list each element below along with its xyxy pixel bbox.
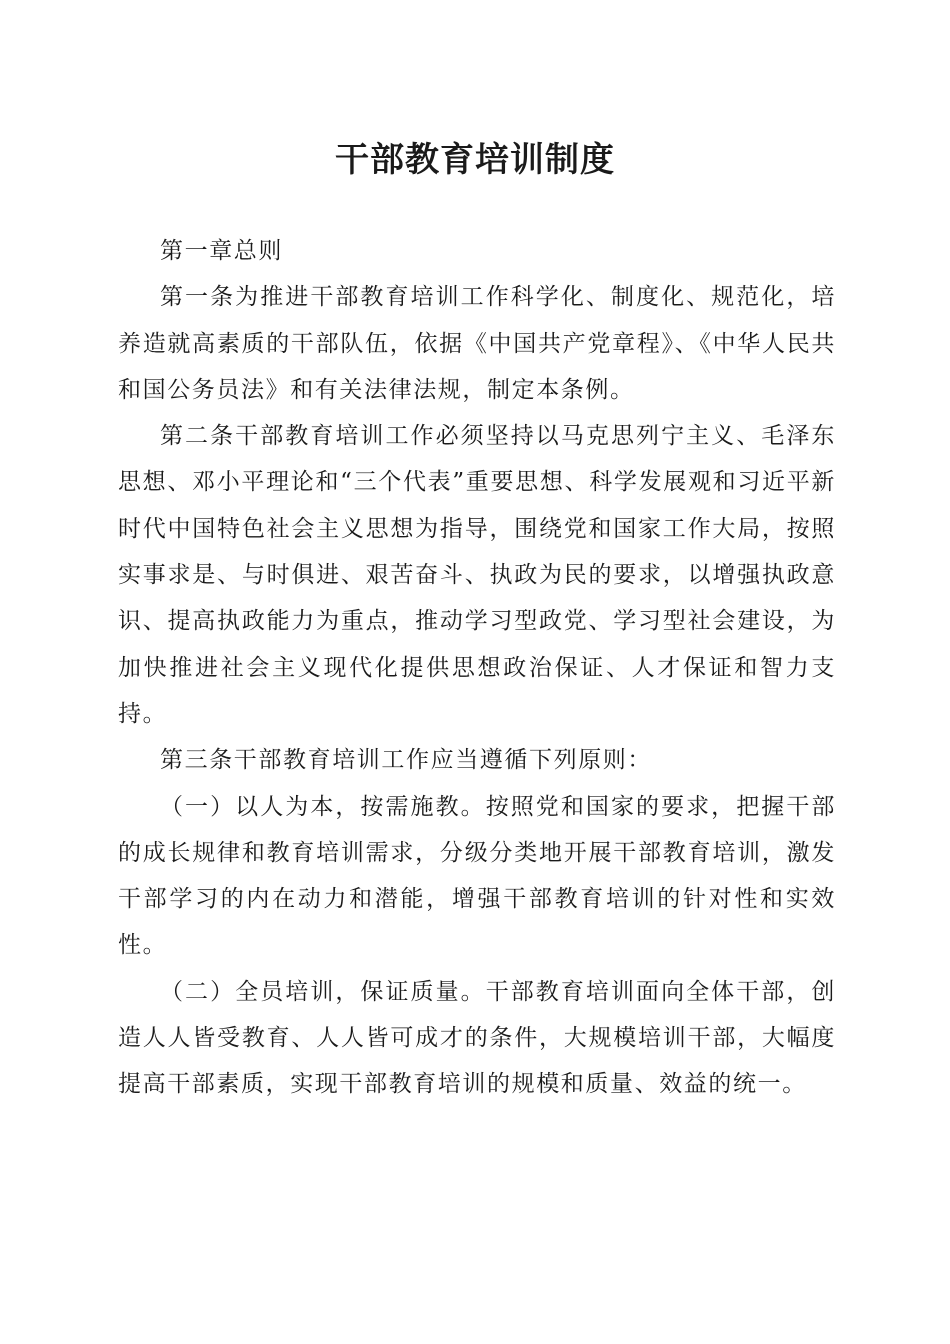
chapter-heading: 第一章总则	[160, 238, 283, 264]
principle-2: （二）全员培训，保证质量。干部教育培训面向全体干部，创造人人皆受教育、人人皆可成才的条件，大规模培训干部，大幅度提高干部素质，实现干部教育培训的规模和质量、效益的统一。	[118, 978, 836, 1098]
document-title: 干部教育培训制度	[335, 140, 615, 180]
article-3: 第三条干部教育培训工作应当遵循下列原则：	[160, 747, 652, 774]
article-1: 第一条为推进干部教育培训工作科学化、制度化、规范化，培养造就高素质的干部队伍，依据《中国共产党章程》、《中华人民共和国公务员法》和有关法律法规，制定本条例。	[118, 284, 836, 403]
principle-1: （一）以人为本，按需施教。按照党和国家的要求，把握干部的成长规律和教育培训需求，分级分类地开展干部教育培训，激发干部学习的内在动力和潜能，增强干部教育培训的针对性和实效性。	[118, 793, 836, 959]
document-body	[118, 228, 836, 1108]
article-2: 第二条干部教育培训工作必须坚持以马克思列宁主义、毛泽东思想、邓小平理论和“三个代表”重要思想、科学发展观和习近平新时代中国特色社会主义思想为指导，围绕党和国家工作大局，按照实事求是、与时俱进、艰苦奋斗、执政为民的要求，以增强执政意识、提高执政能力为重点，推动学习型政党、学习型社会建设，为加快推进社会主义现代化提供思想政治保证、人才保证和智力支持。	[118, 423, 836, 727]
